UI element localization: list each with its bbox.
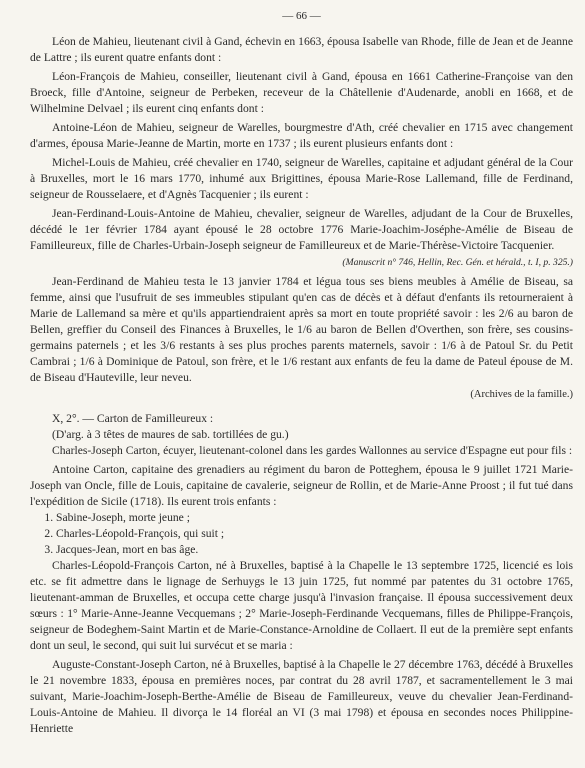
children-list: [30, 510, 573, 558]
list-item: 3. Jacques-Jean, mort en bas âge.: [56, 542, 573, 558]
archives-note: (Archives de la famille.): [470, 389, 573, 400]
paragraph-jean-ferdinand: Jean-Ferdinand-Louis-Antoine de Mahieu, chevalier, seigneur de Warelles, adjudant de la Cour de Bruxelles, décédé le 1er février 1784 ayant épousé le 28 octobre 1776 Marie-Joachim-Joséphe-Amélie de Biseau de Familleureux, fille de Charles-Urbain-Joseph seigneur de Familleureux et de Marie-Thérèse-Victoire Tacquenier.: [30, 207, 573, 252]
paragraph-testament: Jean-Ferdinand de Mahieu testa le 13 janvier 1784 et légua tous ses biens meubles à Amélie de Biseau, sa femme, ainsi que l'usufruit de ses immeubles stipulant qu'en cas de décès et à défaut d'enfants ils retourneraient à Marie de Lallemand sa mère et qu'ils appartiendraient après sa mort en toute propriété savoir : les 2/6 au baron de Bellen, greffier du Conseil des Finances à Bruxelles, le 1/6 au baron de Bellen d'Overthen, son frère, ses cousins-germains paternels ; et les 3/6 restants à ses plus proches parents maternels, savoir : 1/6 à de Patoul Sr. du Petit Cambrai ; 1/6 à Dominique de Patoul, son frère, et le 1/6 restant aux enfants de feu la dame de Pateul épouse de M. de Biseau d'Hauteville, leur neveu.: [30, 275, 573, 384]
paragraph-leon-francois: Léon-François de Mahieu, conseiller, lieutenant civil à Gand, épousa en 1661 Catherine-Françoise van den Broeck, fille d'Antoine, seigneur de Perbeken, receveur de la Châtellenie d'Audenarde, anobli en 1668, et de Wilhelmine Delvael ; ils eurent cinq enfants dont :: [30, 70, 573, 115]
list-item: 1. Sabine-Joseph, morte jeune ;: [56, 510, 573, 526]
paragraph-leon: Léon de Mahieu, lieutenant civil à Gand, échevin en 1663, épousa Isabelle van Rhode, fille de Jean et de Jeanne de Lattre ; ils eurent quatre enfants dont :: [30, 35, 573, 64]
arms-blazon: (D'arg. à 3 têtes de maures de sab. tortillées de gu.): [52, 428, 289, 441]
paragraph-carton-intro: Charles-Joseph Carton, écuyer, lieutenant-colonel dans les gardes Wallonnes au service d'Espagne eut pour fils :: [52, 444, 573, 457]
paragraph-charles-leopold: Charles-Léopold-François Carton, né à Bruxelles, baptisé à la Chapelle le 13 septembre 1725, licencié es lois etc. se fit admettre dans le lignage de Serhuygs le 13 juin 1725, fut nommé par patentes du 31 octobre 1765, lieutenant-amman de Bruxelles, et occupa cette charge jusqu'à l'invasion française. Il épousa successivement deux sœurs : 1° Marie-Anne-Jeanne Vecquemans ; 2° Marie-Joseph-Ferdinande Vecquemans, filles de Philippe-François, seigneur de Bodeghem-Saint Martin et de Marie-Constance-Arnoldine de Collaert. Il eut de la première sept enfants dont un seul, le second, qui suit lui survécut et se maria :: [30, 559, 573, 652]
page-number: — 66 —: [282, 10, 321, 22]
paragraph-antoine-carton: Antoine Carton, capitaine des grenadiers au régiment du baron de Potteghem, épousa le 9 juillet 1721 Marie-Joseph van Oncle, fille de Louis, capitaine de cavalerie, seigneur de Rollin, et de Marie-Anne Proost ; il fut tué dans l'expédition de Sicile (1718). Ils eurent trois enfants :: [30, 463, 573, 508]
section-heading: X, 2°. — Carton de Familleureux :: [52, 412, 214, 425]
source-note: (Manuscrit n° 746, Hellin, Rec. Gén. et hérald., t. I, p. 325.): [342, 257, 573, 268]
list-item: 2. Charles-Léopold-François, qui suit ;: [56, 526, 573, 542]
paragraph-michel-louis: Michel-Louis de Mahieu, créé chevalier en 1740, seigneur de Warelles, capitaine et adjudant général de la Cour à Bruxelles, mort le 16 mars 1770, inhumé aux Brigittines, épousa Marie-Rose Lallemand, fille de Ferdinand, seigneur de Rousselaere, et d'Agnès Tacquenier ; ils eurent :: [30, 156, 573, 201]
paragraph-antoine-leon: Antoine-Léon de Mahieu, seigneur de Warelles, bourgmestre d'Ath, créé chevalier en 1715 avec changement d'armes, épousa Marie-Jeanne de Martin, morte en 1737 ; ils eurent plusieurs enfants dont :: [30, 121, 573, 150]
paragraph-auguste-constant: Auguste-Constant-Joseph Carton, né à Bruxelles, baptisé à la Chapelle le 27 décembre 1763, décédé à Bruxelles le 21 novembre 1833, épousa en premières noces, par contrat du 28 avril 1787, et sacramentellement le 3 mai suivant, Marie-Joachim-Joseph-Berthe-Amélie de Biseau de Familleureux, veuve du chevalier Jean-Ferdinand-Louis-Antoine de Mahieu. Il divorça le 14 floréal an VI (3 mai 1798) et épousa en secondes noces Philippine-Henriette: [30, 658, 573, 735]
